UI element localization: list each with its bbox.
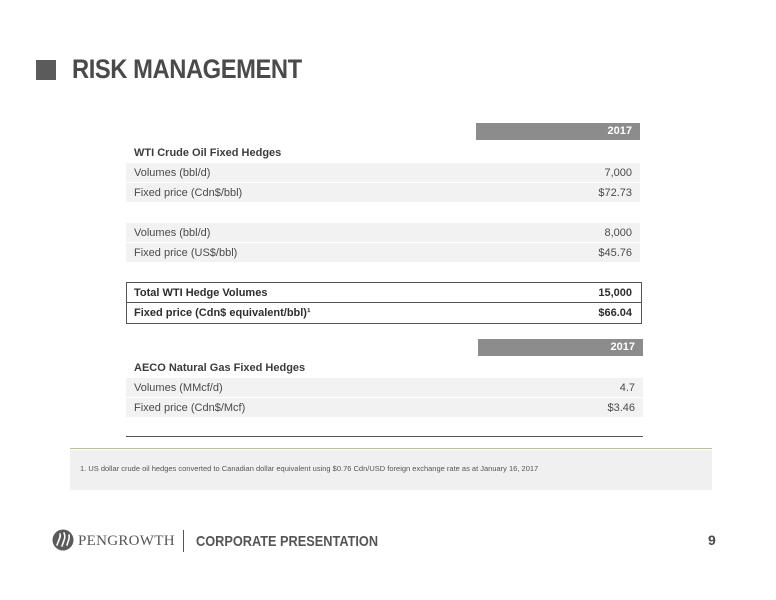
row-value: 8,000 <box>604 226 632 239</box>
row-value: 15,000 <box>598 286 632 299</box>
row-value: $72.73 <box>598 186 632 199</box>
footnote-text: 1. US dollar crude oil hedges converted to Canadian dollar equivalent using $0.76 Cdn/USD foreign exchange rate as at January 16, 2017 <box>80 464 539 473</box>
row-value: $66.04 <box>598 306 632 319</box>
footer-divider <box>183 530 184 552</box>
page-number: 9 <box>708 532 716 548</box>
row-value: 7,000 <box>604 166 632 179</box>
row-label: Volumes (bbl/d) <box>134 226 211 239</box>
page-title: RISK MANAGEMENT <box>72 54 302 84</box>
footer-subtitle: CORPORATE PRESENTATION <box>196 533 379 550</box>
table-row <box>126 243 640 262</box>
table-row-total <box>126 283 640 302</box>
accent-rule <box>70 448 712 449</box>
row-label: Volumes (MMcf/d) <box>134 381 223 394</box>
brand-name: PENGROWTH <box>78 533 175 549</box>
oil-section-label <box>126 143 640 162</box>
table-row <box>126 163 640 182</box>
row-label: Fixed price (Cdn$ equivalent/bbl)¹ <box>134 306 311 319</box>
row-label: Fixed price (US$/bbl) <box>134 246 238 259</box>
footnote <box>70 450 712 490</box>
table-row <box>126 398 643 417</box>
row-label: Volumes (bbl/d) <box>134 166 211 179</box>
table-row <box>126 378 643 397</box>
title-square-icon <box>36 60 56 80</box>
oil-section-label-text: WTI Crude Oil Fixed Hedges <box>134 146 282 159</box>
table-bottom-rule <box>126 436 643 437</box>
gas-section-label-text: AECO Natural Gas Fixed Hedges <box>134 361 306 374</box>
row-value: $3.46 <box>607 401 635 414</box>
gas-year-header: 2017 <box>478 339 643 356</box>
oil-year-header: 2017 <box>476 123 640 140</box>
table-row-total <box>126 303 640 322</box>
row-value: $45.76 <box>598 246 632 259</box>
table-row <box>126 183 640 202</box>
row-value: 4.7 <box>619 381 635 394</box>
pengrowth-logo-icon <box>52 529 74 551</box>
table-row <box>126 223 640 242</box>
row-label: Fixed price (Cdn$/bbl) <box>134 186 243 199</box>
row-label: Fixed price (Cdn$/Mcf) <box>134 401 246 414</box>
gas-section-label <box>126 358 643 377</box>
row-label: Total WTI Hedge Volumes <box>134 286 268 299</box>
